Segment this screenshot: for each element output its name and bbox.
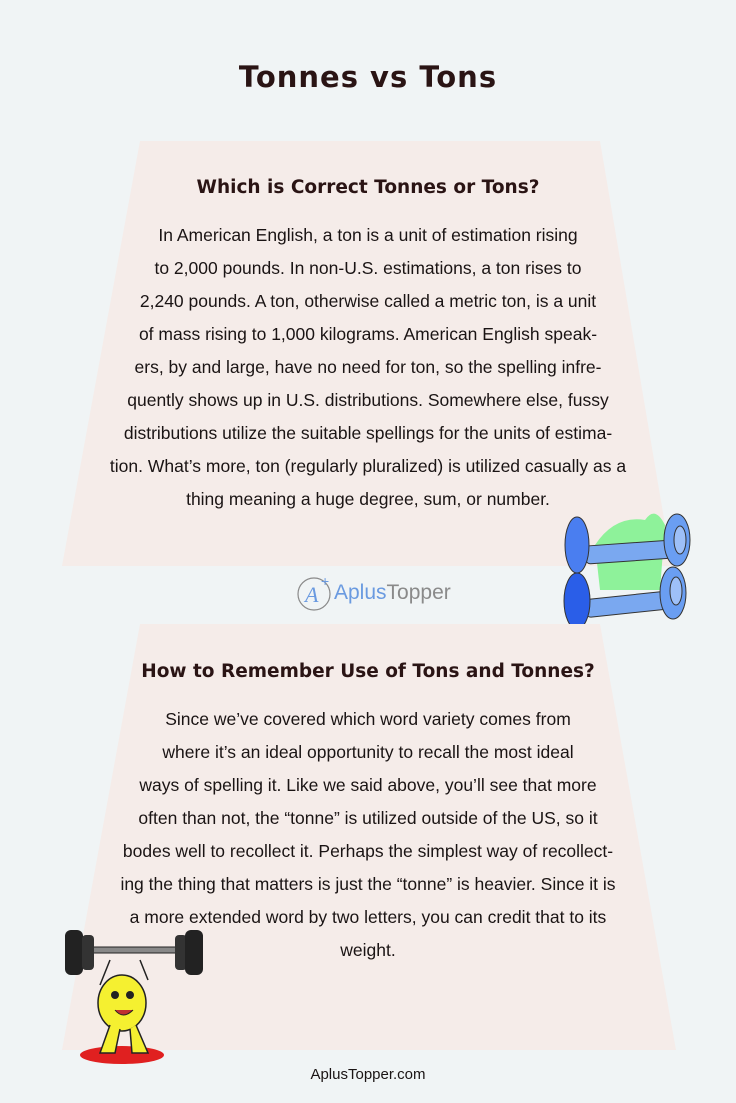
page-title: Tonnes vs Tons [238, 60, 498, 94]
text-line: a more extended word by two letters, you can credit that to its [129, 907, 607, 927]
svg-text:+: + [321, 574, 330, 589]
text-line: In American English, a ton is a unit of estimation rising [158, 225, 578, 245]
text-line: where it’s an ideal opportunity to recall the most ideal [162, 742, 574, 762]
text-line: ing the thing that matters is just the “tonne” is heavier. Since it is [120, 874, 616, 894]
logo-text-topper: Topper [386, 581, 451, 604]
section-body [0, 219, 736, 516]
text-line: bodes well to recollect it. Perhaps the simplest way of recollect- [122, 841, 614, 861]
section-heading: Which is Correct Tonnes or Tons? [196, 177, 540, 198]
text-line: ways of spelling it. Like we said above, you’ll see that more [139, 775, 597, 795]
section-heading: How to Remember Use of Tons and Tonnes? [141, 661, 595, 682]
text-line: weight. [340, 940, 396, 960]
text-line: often than not, the “tonne” is utilized outside of the US, so it [138, 808, 598, 828]
footer-site-url: AplusTopper.com [310, 1066, 426, 1083]
text-line: to 2,000 pounds. In non-U.S. estimations, a ton rises to [154, 258, 582, 278]
weightlifter-illustration [60, 925, 205, 1065]
logo-text-aplus: Aplus [334, 581, 387, 604]
text-line: ers, by and large, have no need for ton, so the spelling infre- [134, 357, 602, 377]
text-line: thing meaning a huge degree, sum, or number. [186, 489, 550, 509]
text-line: 2,240 pounds. A ton, otherwise called a metric ton, is a unit [139, 291, 597, 311]
text-line: of mass rising to 1,000 kilograms. American English speak- [138, 324, 598, 344]
text-line: quently shows up in U.S. distributions. Somewhere else, fussy [127, 390, 609, 410]
text-line: distributions utilize the suitable spellings for the units of estima- [123, 423, 613, 443]
text-line: Since we’ve covered which word variety comes from [165, 709, 571, 729]
svg-text:A: A [305, 582, 319, 607]
text-line: tion. What’s more, ton (regularly pluralized) is utilized casually as a [109, 456, 627, 476]
